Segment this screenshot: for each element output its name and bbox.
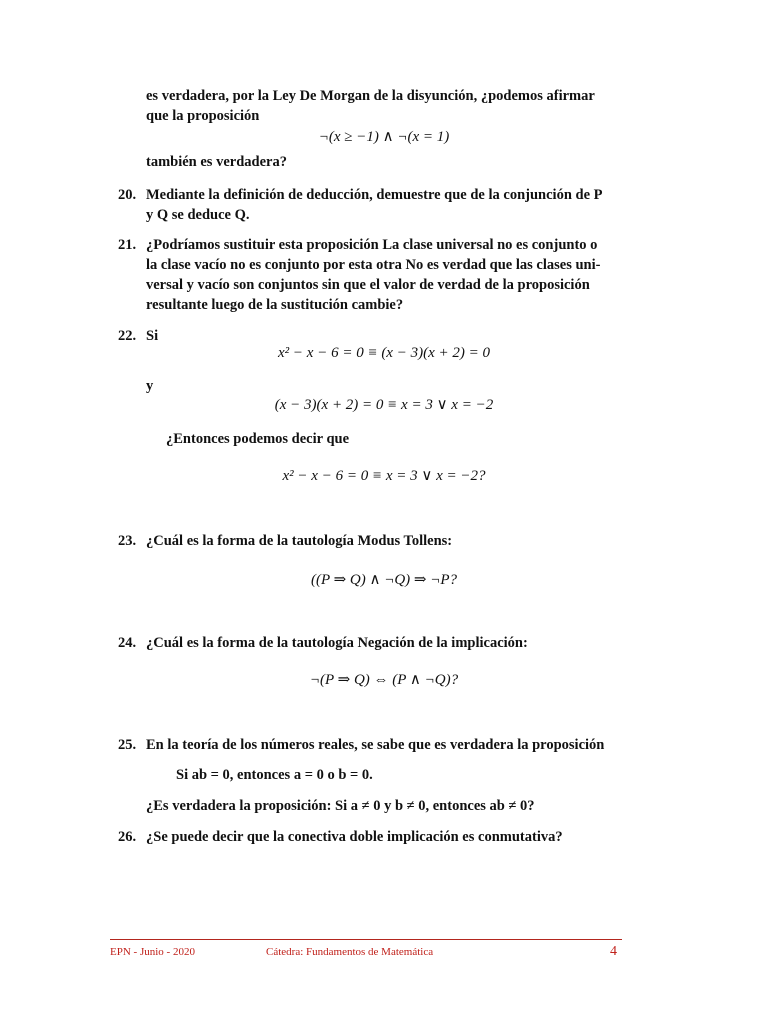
item-25-question: ¿Es verdadera la proposición: Si a ≠ 0 y b ≠ 0, entonces ab ≠ 0? xyxy=(146,798,535,814)
intro-formula: ¬(x ≥ −1) ∧ ¬(x = 1) xyxy=(318,129,450,145)
item-21-line: la clase vacío no es conjunto por esta otra No es verdad que las clases uni- xyxy=(146,257,601,273)
item-21-line: resultante luego de la sustitución cambie? xyxy=(146,297,404,313)
item-22-formula-2: (x − 3)(x + 2) = 0 ≡ x = 3 ∨ x = −2 xyxy=(274,397,494,413)
item-24-question: ¿Cuál es la forma de la tautología Negación de la implicación: xyxy=(146,635,528,651)
item-20-line: Mediante la definición de deducción, demuestre que de la conjunción de P xyxy=(146,187,603,203)
footer-left: EPN - Junio - 2020 xyxy=(110,946,195,958)
item-number: 23. xyxy=(118,533,137,549)
item-23-question: ¿Cuál es la forma de la tautología Modus Tollens: xyxy=(146,533,453,549)
footer-rule xyxy=(110,939,622,940)
item-22-formula-3: x² − x − 6 = 0 ≡ x = 3 ∨ x = −2? xyxy=(282,468,486,484)
intro-line-2: que la proposición xyxy=(146,108,260,124)
item-25-statement: Si ab = 0, entonces a = 0 o b = 0. xyxy=(176,767,373,783)
item-22-y: y xyxy=(146,378,154,394)
item-22-formula-1: x² − x − 6 = 0 ≡ (x − 3)(x + 2) = 0 xyxy=(278,345,490,361)
item-20-line: y Q se deduce Q. xyxy=(146,207,250,223)
item-25-line: En la teoría de los números reales, se sabe que es verdadera la proposición xyxy=(146,737,605,753)
item-21-line: ¿Podríamos sustituir esta proposición La clase universal no es conjunto o xyxy=(146,237,598,253)
item-21-line: versal y vacío son conjuntos sin que el valor de verdad de la proposición xyxy=(146,277,590,293)
item-22-question: ¿Entonces podemos decir que xyxy=(166,431,350,447)
item-24-formula: ¬(P ⇒ Q) ⇔ (P ∧ ¬Q)? xyxy=(309,672,459,688)
item-number: 21. xyxy=(118,237,137,253)
item-number: 26. xyxy=(118,829,137,845)
footer-center: Cátedra: Fundamentos de Matemática xyxy=(266,946,434,958)
page-number: 4 xyxy=(610,944,617,959)
intro-line-3: también es verdadera? xyxy=(146,154,287,170)
item-22-si: Si xyxy=(146,328,159,344)
item-26-question: ¿Se puede decir que la conectiva doble implicación es conmutativa? xyxy=(146,829,563,845)
item-23-formula: ((P ⇒ Q) ∧ ¬Q) ⇒ ¬P? xyxy=(310,572,458,588)
item-number: 25. xyxy=(118,737,137,753)
intro-line-1: es verdadera, por la Ley De Morgan de la disyunción, ¿podemos afirmar xyxy=(146,88,595,104)
item-number: 24. xyxy=(118,635,137,651)
item-number: 22. xyxy=(118,328,137,344)
item-number: 20. xyxy=(118,187,137,203)
